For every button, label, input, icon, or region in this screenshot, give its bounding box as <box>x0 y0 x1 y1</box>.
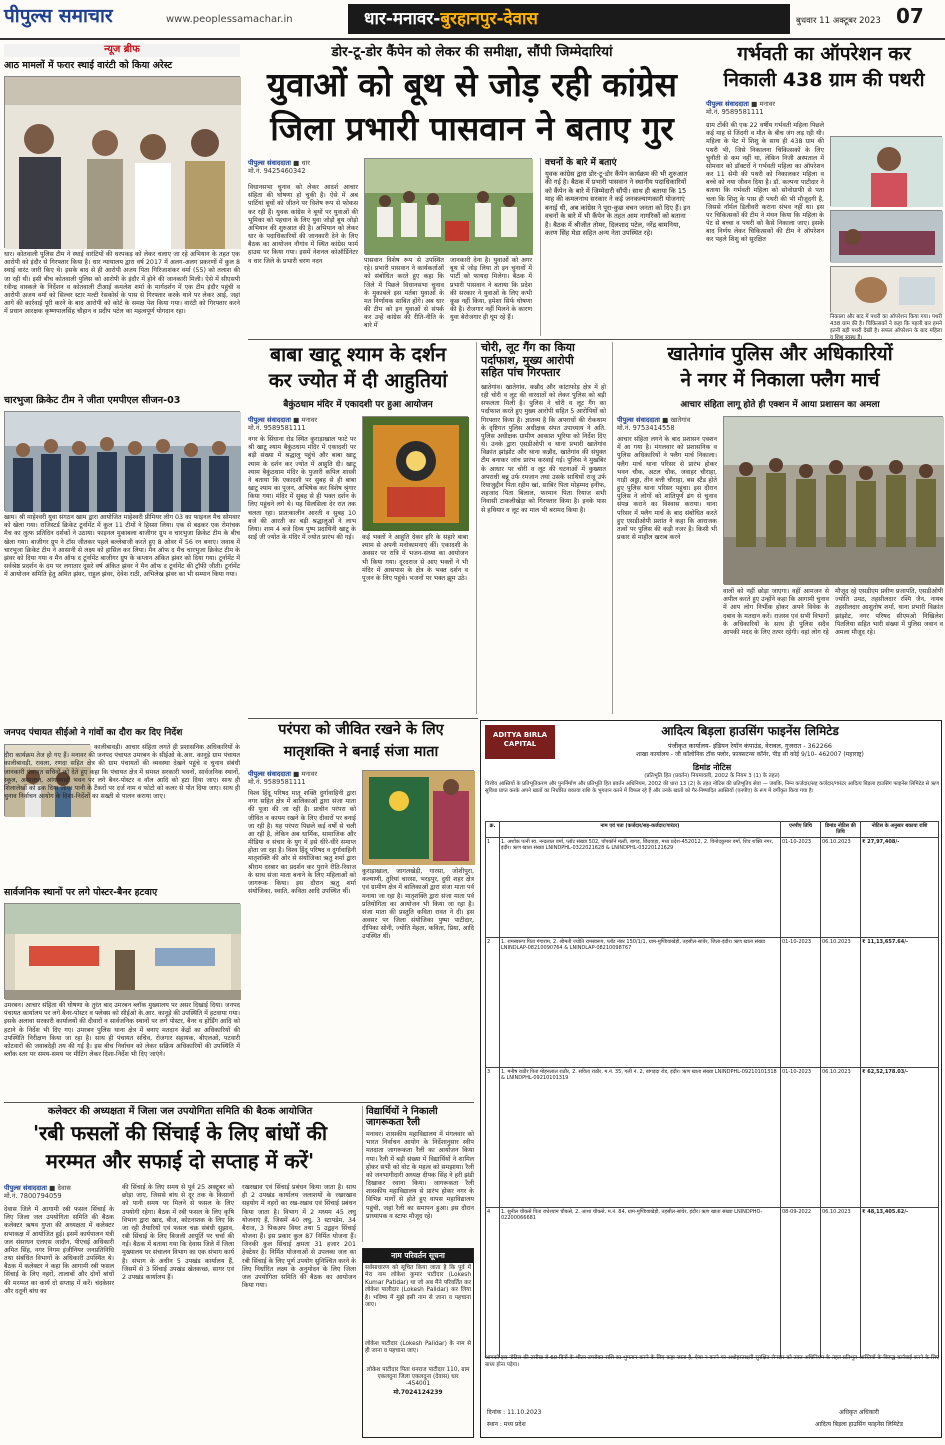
parampara-byline-tag: पीपुल्स संवाददाता <box>248 770 292 778</box>
lead-byline-tag: पीपुल्स संवाददाता <box>248 159 292 167</box>
brief-1-photo <box>4 76 240 248</box>
cricket-team-photo-icon <box>5 412 241 512</box>
region-banner <box>348 4 790 34</box>
brief-2-text: खाम। श्री माहेश्वरी युवा संगठन खाम द्वारा आयोजित माहेश्वरी प्रीमियर लीग 03 का फाइनल मैच सोमवार को खेला गया। राजिस्टर्ड क्रिकेट टूर्नामेंट में कुल 11 टीमों ने हिस्सा लिया। एक से बढ़कर एक रोमांचक मैच का लुत्फ प्रतिदिन दर्शकों ने उठाया। फाइनल मुकाबला बाजीगर ग्रुप व चारभुजा क्रिकेट टीम के बीच खेला गया। बाजीगर ग्रुप ने टॉस जीतकर पहले बल्लेबाजी करते हुए 8 ओवर में 56 रन बनाए। जवाब में चारभुजा क्रिकेट टीम ने आसानी से लक्ष्य को हासिल कर लिया। मैन ऑफ द मैच चारभुजा क्रिकेट टीम के झंवर को दिया गया व मैन ऑफ द टूर्नामेंट बाजीगर ग्रुप के कप्तान अंकित झंवर को दिया गया। टूर्नामेंट में सर्वश्रेष्ठ प्रदर्शन के दम पर लगातार दूसरे वर्ष अंकित झंवर ने मैन ऑफ द टूर्नामेंट की ट्रॉफी जीती। टूर्नामेंट में आयोजन समिति हेतु अमित झंवर, राहुल झंवर, देवेश राठी, अभिलेख झंवर का भी सम्मान किया गया। <box>4 514 240 579</box>
ad-notice-title: डिमांड नोटिस <box>692 763 732 772</box>
ad-row-amount: ₹ 27,97,408/- <box>861 837 939 937</box>
ad-row-npa: 01-10-2023 <box>781 1067 821 1207</box>
brief-1-headline: आठ मामलों में फरार स्थाई वारंटी को किया अरेस्ट <box>4 60 173 71</box>
parampara-mobile: मो.नं. 9589581111 <box>248 778 306 787</box>
table-row <box>486 1207 939 1357</box>
students-headline-2: जागरूकता रैली <box>366 1117 421 1129</box>
lead-sidebar-head: वचनों के बारे में बताएं <box>545 158 617 168</box>
collector-byline: पीपुल्स संवाददाता ■ देवास मो.नं. 7800794059 <box>4 1184 114 1201</box>
flag-mobile: मो.नं. 9753414558 <box>617 424 675 433</box>
pregnant-byline-tag: पीपुल्स संवाददाता <box>706 100 750 108</box>
ad-th-name: नाम एवं पता (कर्जदार/सह-कर्जदार/गारंटर) <box>500 822 781 838</box>
loot-headline-3: सहित पांच गिरफ्तार <box>481 366 561 380</box>
name-change-sign-name: लोकेश पाटीदार (Lokesh Palidar) के नाम से ही जाना व पहचाना जाए। <box>365 1340 471 1355</box>
lead-mobile: मो.नं. 9425460342 <box>248 167 306 176</box>
police-group-photo-icon <box>5 77 241 249</box>
khatu-byline-place: मनावर <box>301 416 318 424</box>
collector-col-2: की सिंचाई के लिए समय से पूर्व 25 अक्टूबर को छोड़ा जाए, जिससे बांध से दूर तक के किसानों को पानी समय पर मिलने से फसल के लिए उपयोगी रहेगा। बैठक में रबी फसल के लिए कृषि विभाग द्वारा खाद, बीज, कोटनाशक के लिए कि जा रही तैयारियों एवं फसल चक्र संबंधी सुझाव, रबी सिंचाई के लिए बिजली आपूर्ति पर चर्चा की गई। बैठक में बताया गया कि देवास जिले में जिला मुख्यालय पर संचालन विभाग का एक संभाग कार्य है। संभाग के अधीन 5 उपखंड कार्यालय हैं, जिसमें से 3 सिंचाई उपखंड खेतकच्छ, सागर एवं 2 उपखंड कार्यालय हैं। <box>122 1184 234 1281</box>
ad-row-notice: 06.10.2023 <box>821 1067 861 1207</box>
ad-reg-office: पंजीकृत कार्यालय- इंडियन रेयॉन कंपाउंड, वेरावल, गुजरात - 362266 <box>668 742 832 750</box>
legal-ad <box>480 720 942 1438</box>
parampara-headline-2: मातृशक्ति ने बनाई संजा माता <box>283 744 439 760</box>
lead-sidebar-text: युवक कांग्रेस द्वारा डोर-टू-डोर कैंपेन कार्यक्रम की भी शुरुआत की गई है। बैठक में प्रभारी पासवान ने स्थानीय पदाधिकारियों को कैंपेन के बारे में जिम्मेदारी सौंपी। साथ ही बताया कि 15 माह की कमलनाथ सरकार ने कई जनकल्याणकारी योजनाएं बनाई थी, अब कांग्रेस ने पूरा-कुछ वचन जनता को दिए हैं। इन वचनों के बारे में भी कैंपेन के तहत आम नागरिकों को बताना है। बैठक में श्रीजीत तोमर, दिलशाद पटेल, नरेंद्र बामनिया, करण सिंह मेडा सहित अन्य नेता उपस्थित रहे। <box>545 169 691 238</box>
brief-1-text: धार। कोतवाली पुलिस टीम ने स्थाई वारंटियों की धरपकड़ को लेकर चलाए जा रहे अभियान के तहत एक आरोपी को इंदौर से गिरफ्तार किया है। धार न्यायालय द्वारा वर्ष 2017 में अलग-अलग प्रकरणों में कुल 8 स्थाई वारंट जारी किए थे। इसके बाद से ही आरोपी अजय पिता गिरिजाशंकर वर्मा (55) को तलाश की जा रही थी। इसी बीच कोतवाली पुलिस को आरोपी के इंदौर में होने की जानकारी मिली। ऐसे में सीएसपी रवीन्द्र वास्कले के निर्देशन व कोतवाली टीआई कमलेश शर्मा के मार्गदर्शन में एक टीम इंदौर पहुंची व आरोपी अजय वर्मा को सिल्वर स्टार मल्टी रेसकोर्स के पास से गिरफ्तार करके थाने पर लेकर आई, जहां आगे की कार्रवाई पूरी करने के बाद आरोपी को कोर्ट के समक्ष पेश किया गया। वारंटी को गिरफ्तार करने में प्रधान आरक्षक कृष्णपालसिंह चौहान व प्रदीप पटेल का महत्वपूर्ण योगदान रहा। <box>4 251 240 316</box>
loot-text: खातेगांव। खातेगांव, कन्नौद और कांटाफोड़ क्षेत्र में हो रही चोरी व लूट की वारदातों को लेकर पुलिस को बड़ी सफलता मिली है। पुलिस ने चोरी व लूट गैंग का पर्दाफाश करते हुए मुख्य आरोपी सहित 5 आरोपियों को गिरफ्तार किया है। ज्ञातव्य है कि अपराधों की रोकथाम के दृष्टिगत पुलिस अधीक्षक संपत उपाध्याय ने अति. पुलिस अधीक्षक ग्रामीण आकाश भूरिया को निर्देश दिए थे। उनके द्वारा एसडीओपी व थाना प्रभारी खातेगांव विक्रांत झांझोट और थाना कन्नौद, खातेगांव की संयुक्त टीम बनाकर जांच प्रारंभ करवाई गई। पुलिस ने मुखबिर के आधार पर चोरी व लूट की घटनाओं में कुख्यात अपराधी बन्नू उर्फ रमजान तथा उसके साथियों राजू उर्फ रियाजुद्दीन पिता रहीम खां, साबिर पिता मोहम्मद हनीफ, शहजाद पिता बिलाल, फरमान पिता रियाज सभी निवासी टाकलीखेड़ा को गिरफ्तार किया है। इनके पास से हथियार व लूट का माल भी बरामद किया है। <box>481 383 606 514</box>
ad-place: स्थान : मध्य प्रदेश <box>487 1421 526 1428</box>
brief-3-headline: जनपद पंचायत सीईओ ने गांवों का दौरा कर दिए निर्देश <box>4 728 183 738</box>
office-building-photo-icon <box>5 904 241 1000</box>
ad-row-amount: ₹ 62,52,178.03/- <box>861 1067 939 1207</box>
students-story <box>362 1106 474 1242</box>
khatu-photo <box>362 416 468 530</box>
ad-footer: आपको इस नोटिस की तारीख से 60 दिनों के भीतर उपरोक्त राशि का भुगतान करने के लिए कहा जाता है, ऐसा न करने पर अधोहस्ताक्षरी सुरक्षित लेनदार को उक्त अधिनियम के तहत प्रतिभूत आस्तियों के विरुद्ध कार्रवाई करने के लिए बाध्य होना पड़ेगा। <box>485 1355 939 1369</box>
flag-byline: पीपुल्स संवाददाता ■ खातेगांव मो.नं. 9753414558 <box>617 416 717 433</box>
name-change-text: सर्वसाधारण को सूचित किया जाता है कि पूर्व में मेरा नाम लोकेश कुमार पाटीदार (Lokesh Kumar Patidar) था जो अब मैंने परिवर्तित कर लोकेश पालीदार (Lokesh Palidar) कर लिया है। भविष्य में मुझे इसी नाम से जाना व पहचाना जाए। <box>365 1264 471 1309</box>
pregnant-photo-doctor <box>830 136 942 206</box>
collector-col-1: देवास जिले में आगामी रबी फसल सिंचाई के लिए जिला जल उपयोगिता समिति की बैठक कलेक्टर ऋषव गुप्ता की अध्यक्षता में कलेक्टर सभाकक्ष में आयोजित हुई। इसमें कार्यपालन यंत्री जल संसाधन एलएस जादौन, पीएचई अधिकारी अमित सिंह, नगर निगम इंजीनियर जनप्रतिनिधि तथा संबंधित विभागों के अधिकारी उपस्थित थे। बैठक में कलेक्टर ने कहा कि आगामी रबी फसल सिंचाई के लिए नहरों, तालाबों और दोनों बांधों की मरम्मत का कार्य दो सप्ताह में करें। चंदकेसर और दतूनी बांध का <box>4 1206 114 1295</box>
pregnant-headline-1: गर्भवती का ऑपरेशन कर <box>737 43 911 65</box>
lead-photo <box>364 158 532 254</box>
ad-branch-office: शाखा कार्यालय - जी कॉलोनिक टॉक फ्लोर, फ़ाक्सटन्स कॉर्नर, पीड़ सी कोई 9/10- 462007 (महाराष्ट्र) <box>636 751 864 758</box>
congress-meeting-photo-icon <box>365 159 533 255</box>
lead-headline-2: जिला प्रभारी पासवान ने बताए गुर <box>270 109 674 148</box>
khatu-headline-2: कर ज्योत में दी आहुतियां <box>268 369 448 392</box>
khatu-byline-tag: पीपुल्स संवाददाता <box>248 416 292 424</box>
ad-company: आदित्य बिड़ला हाउसिंग फाइनेंस लिमिटेड <box>661 724 839 738</box>
table-row <box>486 837 939 937</box>
ad-row-notice: 06.10.2023 <box>821 937 861 1067</box>
ad-table <box>485 821 939 1358</box>
collector-kicker: कलेक्टर की अध्यक्षता में जिला जल उपयोगिता समिति की बैठक आयोजित <box>47 1106 313 1117</box>
flag-photo <box>723 416 943 584</box>
name-change-address: लोकेश पाटीदार पिता धनराज पाटीदार 110, ग्राम एकलदुना जिला एकलदुना (देवास) धार -454001 <box>366 1366 470 1388</box>
pregnant-byline-place: मनावर <box>759 100 776 108</box>
ad-row-npa: 01-10-2023 <box>781 837 821 937</box>
loot-headline-2: पर्दाफाश, मुख्य आरोपी <box>481 353 574 367</box>
parampara-story <box>248 722 474 1042</box>
flag-col-1: आचार संहिता लगने के बाद प्रशासन एक्शन में आ गया है। मंगलवार को प्रशासनिक व पुलिस अधिकारियों ने फ्लैग मार्च निकाला। फ्लैग मार्च थाना परिसर से प्रारंभ होकर भवन चौक, अटल चौक, जवाहर चौराहा, गाड़ी अड्डा, तीन बत्ती चौराहा, बस स्टैंड होते हुए पुलिस थाना परिसर पहुंचा। इस दौरान पुलिस ने लोगों को शांतिपूर्ण ढंग से चुनाव संपन्न कराने का विश्वास कराया। थाना परिसर में फ्लैग मार्च के बाद संबोधित करते हुए एसडीओपी प्रशांत ने कहा कि आराजक तत्वों पर पुलिस की कड़ी नजर है। किसी भी प्रकार से माहौल खराब करने <box>617 436 717 542</box>
ad-row-no: 4 <box>486 1207 500 1357</box>
khatu-shyam-deity-icon <box>363 417 469 531</box>
khatu-sub: बैकुंठधाम मंदिर में एकादशी पर हुआ आयोजन <box>283 400 433 410</box>
brief-4-text: उमरबन। आचार संहिता की घोषणा के तुरंत बाद उमरबन ब्लॉक मुख्यालय पर असर दिखाई दिया। जनपद पंचायत कार्यालय पर लगे बैनर-पोस्टर व फ्लेक्स को सीईओ के.आर. कानूड़े की उपस्थिति में हटवाया गया। इसके अलावा सरकारी कार्यालयों की दीवारों व सार्वजनिक स्थानों पर लगे पोस्टर, बैनर व होर्डिंग आदि को हटाने के निर्देश भी दिए गए। उमरबन पुलिस थाना क्षेत्र में बनाए मतदान केंद्रों का अधिकारियों की उपस्थिति निरीक्षण किया जा रहा है। साथ ही पंचायत सचिव, रोजगार सहायक, बीएलओ, पटवारी कोटवारों की जवाबदेही तय की गई है। इस बीच निर्वाचन को लेकर सक्रिय अधिकारियों की उपस्थिति में ब्लॉक स्तर पर समय-समय पर मीटिंग लेकर दिशा-निर्देश भी दिए जाएंगे। <box>4 1002 240 1059</box>
region-plain: धार-मनावर- <box>364 9 441 29</box>
brief-4-photo <box>4 903 240 999</box>
collector-col-3: रखरखाव एवं सिंचाई प्रबंधन किया जाता है। साथ ही 2 उपखंड कार्यालय जलाशयों के रखरखाव सहयोग में नहरों का रख-रखाव एवं सिंचाई प्रबंधन किया जाता है। विभाग में 2 मध्यम 45 लघु योजनाएं हैं, जिसमें 40 लघु, 3 स्टापडेम, 34 बैराज, 3 पिकअप वियर तथा 5 उद्वहन सिंचाई योजना हैं। इस प्रकार कुल 87 निर्मित योजना हैं। जिनकी कुल सिंचाई क्षमता 31 हजार 201 हेक्टेयर है। निर्मित योजनाओं से उपलब्ध जल का रबी सिंचाई के लिए पूर्ण उपयोग सुनिश्चित करने के लिए निर्धारित लक्ष्य के अनुमोदन के लिए जिला जल उपयोगिता समिति की बैठक का आयोजन किया गया। <box>242 1184 356 1290</box>
ad-table-header <box>486 822 939 838</box>
divider-top <box>248 339 942 340</box>
khatu-mobile: मो.नं. 9589581111 <box>248 424 306 433</box>
khatu-story <box>248 342 468 542</box>
flag-sub: आचार संहिता लागू होते ही एक्शन में आया प्रशासन का अमला <box>680 400 880 410</box>
news-brief-label: न्यूज ब्रीफ <box>4 44 240 57</box>
pregnant-mobile: मो.नं. 9589581111 <box>706 108 764 117</box>
brief-2-photo <box>4 411 240 511</box>
ad-row-no: 3 <box>486 1067 500 1207</box>
flag-headline-1: खातेगांव पुलिस और अधिकारियों <box>667 343 893 365</box>
ad-logo <box>485 725 555 759</box>
khatu-col-1: नगर के सिंघाना रोड स्थित कुराड़ाखाल फाटे पर श्री खाटू श्याम बैकुंठधाम मंदिर में एकादशी पर बड़ी संख्या में श्रद्धालु पहुंचे और बाबा खाटू श्याम के दर्शन कर ज्योत में आहुति दी। खाटू श्याम बैकुंठधाम मंदिर के पुजारी कपिल शास्त्री ने बताया कि एकादशी पर सुबह से ही बाबा खाटू श्याम का पूजन, अभिषेक कर विशेष श्रृंगार किया गया। मंदिर में सुबह से ही भक्त दर्शन के लिए पहुंचने लगे थे। यह सिलसिला देर रात तक चलता रहा। प्रातःकालीन आरती व सुबह 10 बजे की आरती का बड़ी श्रद्धालुओं ने लाभ लिया। शाम 4 बजे दिव्य पुष्प प्रदायिनी खाटू के साईं जी ज्योत के मंदिर में ज्योत प्रारंभ की गई। <box>248 436 356 542</box>
page-number: 07 <box>896 4 924 28</box>
ad-signatory-role: अधिकृत अधिकारी <box>839 1409 879 1416</box>
ad-row-amount: ₹ 11,13,657.64/- <box>861 937 939 1067</box>
khatu-headline-1: बाबा खाटू श्याम के दर्शन <box>269 343 447 366</box>
ad-logo-line1: ADITYA BIRLA <box>492 731 548 739</box>
pregnant-text-2: निकाला और बाद में पथरी का ऑपरेशन किया गया। पथरी 438 ग्राम की है। चिकित्सकों ने कहा कि पहली बार हमने इतनी बड़ी पथरी देखी है। सफल ऑपरेशन के बाद महिला <box>830 314 942 335</box>
kidney-stone-photo-icon <box>831 267 943 313</box>
brief-4-headline: सार्वजनिक स्थानों पर लगे पोस्टर-बैनर हटवाए <box>4 887 158 898</box>
divider-mid <box>248 718 478 719</box>
table-row <box>486 1067 939 1207</box>
ad-row-name: 1. सुनील चौकसे पिता राधेश्याम चौकसे, 2. आशा चौकसे, म.नं. 84, ग्राम-मुण्डियाखेड़ी, तहसील-सांवेर, इंदौर। ऋण खाता संख्या LNINDPHO-02200066681 <box>500 1207 781 1357</box>
khatu-byline: पीपुल्स संवाददाता ■ मनावर मो.नं. 9589581111 <box>248 416 356 433</box>
flag-story <box>612 342 942 714</box>
collector-mobile: मो.नं. 7800794059 <box>4 1192 62 1201</box>
ad-notice-intro: वित्तीय आस्तियों के प्रतिभूतिकरण और पुनर्निर्माण और प्रतिभूति हित प्रवर्तन अधिनियम, 2002 की धारा 13 (2) के तहत नोटिस की प्रतिभूतिय सेवा — जबकि, निम्न कर्जदार/सह कर्जदार/गारंटर आदित्य बिड़ला हाउसिंग फाइनेंस लिमिटेड से ऋण सुविधा प्राप्त करके अपने खातों का निर्धारित बकाया राशि के भुगतान करने में विफल रहे हैं और उनके खातों को गैर-निष्पादित आस्तियों (एनपीए) के रूप में वर्गीकृत किया गया है। <box>485 781 939 794</box>
flag-col-3: मौजूद रहे एसडीएम प्रवीण प्रजापति, एसडीओपी ज्योति उमठ, तहसीलदार रश्मि जैन, नायब तहसीलदार आशुतोष शर्मा, थाना प्रभारी विक्रांत झांझोट, नगर परिषद सीएमओ निखिलेश पितलिया सहित भारी संख्या में पुलिस जवान व अमला मौजूद रहे। <box>835 588 943 636</box>
region-accent: बुरहानपुर-देवास <box>440 9 538 29</box>
collector-story <box>4 1106 356 1442</box>
loot-headline-1: चोरी, लूट गैंग का किया <box>481 341 575 354</box>
collector-byline-place: देवास <box>57 1184 71 1192</box>
ad-th-amount: नोटिस के अनुसार बकाया राशि <box>861 822 939 838</box>
brief-2-headline: चारभुजा क्रिकेट टीम ने जीता एमपीएल सीजन-03 <box>4 395 181 406</box>
sanja-mata-artwork-icon <box>363 771 475 865</box>
ad-th-no: क्र. <box>486 822 500 838</box>
flag-headline-2: ने नगर में निकाला फ्लैग मार्च <box>680 369 880 391</box>
ad-row-name: 1. अशोक पत्नी स्व. नन्दलाल वर्मा, प्लॉट संख्या 502, पॉपकॉर्न मल्टी, बागड़, छिंदवाड़ा, मध्य प्रदेश-452012, 2. विनोदकुमार वर्मा, शिव शक्ति नगर, इंदौर। ऋण खाता संख्या LNINDPHL-0322021628 & LNINDPHL-03220121629 <box>500 837 781 937</box>
doctor-photo-icon <box>831 137 943 207</box>
lead-headline-1: युवाओं को बूथ से जोड़ रही कांग्रेस <box>267 65 677 104</box>
parampara-byline: पीपुल्स संवाददाता ■ मनावर मो.नं. 9589581111 <box>248 770 368 787</box>
pregnant-byline: पीपुल्स संवाददाता ■ मनावर मो.नं. 9589581111 <box>706 100 824 117</box>
collector-headline-1: 'रबी फसलों की सिंचाई के लिए बांधों की <box>32 1121 328 1145</box>
ad-date: दिनांक : 11.10.2023 <box>487 1409 542 1416</box>
flag-byline-place: खातेगांव <box>670 416 691 424</box>
dateline: बुधवार 11 अक्टूबर 2023 <box>796 16 881 26</box>
ad-row-npa: 01-10-2023 <box>781 937 821 1067</box>
lead-col-3: जानकारी देना है। युवाओं को अगर बूथ से जोड़ लिया तो इन चुनावों में पार्टी को फायदा मिलेगा। बैठक में प्रभारी पासवान ने बताया कि प्रदेश की सरकार ने युवाओं के लिए कभी कुछ नहीं किया, हमेशा सिर्फ घोषणा की है। रोजगार नहीं मिलने के कारण युवा बेरोजगार ही घूम रहे हैं। <box>450 257 532 322</box>
lead-kicker: डोर-टू-डोर कैंपेन को लेकर की समीक्षा, सौंपी जिम्मेदारियां <box>331 44 613 60</box>
ad-row-name: 1. रामस्वरूप पिता गंगाराम, 2. श्रीमती ज्योति रामस्वरूप, प्लॉट नंबर 150/1/1, ग्राम-मुण्डियाखेड़ी, तहसील-सांवेर, जिला-इंदौर। ऋण खाता संख्या LNINDLAP-08210090764 & LNINDLAP-08210098767 <box>500 937 781 1067</box>
lead-col-2: पासवान विशेष रूप से उपस्थित रहे। प्रभारी पासवान ने कार्यकर्ताओं को संबोधित करते हुए कहा कि जिले में पिछले विधानसभा चुनाव के मुकाबले इस मर्तबा युवाओं के मत निर्णायक साबित होंगे। अब धार की टीम को इन युवाओं से संपर्क कर उन्हें कांग्रेस की रीति-नीति के बारे में <box>364 257 444 330</box>
masthead <box>0 0 945 40</box>
ad-notice-sub: (प्रतिभूति हित (प्रवर्तन) नियमावली, 2002 के नियम 3 (1) के तहत) <box>644 773 780 779</box>
parampara-col-2: कुराड़ाखाल, जागलखेड़ी, गारसा, जोशीपुरा, कल्याणी, तुरियां चारसा, भरड़पुर, दुधी शहर क्षेत्र एवं ग्रामीण क्षेत्र में बालिकाओं द्वारा संजा माता पर्व मनाया जा रहा है। मातृशक्ति द्वारा संजा माता पर्व प्रतियोगिता का आयोजन भी किया जा रहा है। संजा माता की प्रस्तुति कविता रावत ने दी। इस अवसर पर जिला संयोजिका पुष्पा पाटीदार, दीपिका सोनी, ज्योति मेहता, कविता, प्रिया, आदि उपस्थित थीं। <box>362 868 474 941</box>
collector-byline-tag: पीपुल्स संवाददाता <box>4 1184 48 1192</box>
lead-story <box>248 44 696 336</box>
khatu-col-2: कई भक्तों ने आहुति देकर हरि के सहारे बाबा श्याम से अपनी मनोकामनाएं कीं। एकादशी के अवसर पर रात्रि में भजन-संध्या का आयोजन भी किया गया। दूरदराज से आए भक्तों ने भी मंदिर में आसपास के क्षेत्र के भक्त दर्शन व पूजन के लिए पहुंचे। भजनों पर भक्त झूम उठे। <box>362 534 468 582</box>
name-change-mobile: मो.7024124239 <box>393 1388 443 1396</box>
students-text: मनावर। शासकीय महाविद्यालय में मंगलवार को भारत निर्वाचन आयोग के निर्देशानुसार स्वीप मतदाता जागरूकता रैली का आयोजन किया गया। रैली में बड़ी संख्या में विद्यार्थियों ने शामिल होकर सभी को वोट के महत्व को समझाया। रैली को जनभागीदारी अध्यक्ष दीपक सिंह ने हरी झंडी दिखाकर रवाना किया। जागरूकता रैली शासकीय महाविद्यालय से प्रारंभ होकर नगर के विभिन्न मार्गों से होते हुए वापस महाविद्यालय पहुंची, जहां रैली का समापन हुआ। इस दौरान प्राध्यापक व स्टाफ मौजूद रहे। <box>366 1131 474 1220</box>
ad-row-amount: ₹ 48,13,405.62/- <box>861 1207 939 1357</box>
parampara-photo <box>362 770 474 864</box>
lead-col-1: विधानसभा चुनाव को लेकर आदर्श आचार संहिता की घोषणा हो चुकी है। ऐसे में अब पार्टियां बूथों को जीतने पर विशेष रूप से फोकस कर रही हैं। युवक कांग्रेस ने बूथों पर युवाओं की भूमिका को पहचान के लिए युवा जोड़ो बूथ जोड़ो अभियान की शुरुआत की है। अभियान को लेकर धार के पदाधिकारियों की जानकारी देने के लिए बैठक का आयोजन नौगांव में स्थित कांग्रेस फार्म हाउस पर किया गया। इसमें नेशनल कोऑर्डिनेटर व धार जिले के प्रभारी चरण नदन <box>248 184 358 265</box>
patient-photo-icon <box>831 211 943 263</box>
collector-headline-2: मरम्मत और सफाई दो सप्ताह में करें' <box>45 1149 315 1173</box>
lead-byline-place: धार <box>301 159 310 167</box>
ad-signatory: आदित्य बिड़ला हाउसिंग फाइनेंस लिमिटेड <box>814 1421 904 1428</box>
ad-th-notice: डिमांड नोटिस की तिथि <box>821 822 861 838</box>
ad-logo-line2: CAPITAL <box>503 739 537 748</box>
pregnant-photo-stone <box>830 266 942 312</box>
pregnant-headline-2: निकाली 438 ग्राम की पथरी <box>723 69 925 91</box>
ad-row-no: 1 <box>486 837 500 937</box>
loot-story <box>476 342 606 714</box>
news-brief-column <box>4 44 240 1099</box>
parampara-col-1: विश्व हिंदू परिषद मातृ शक्ति दुर्गावाहिनी द्वारा नगर सहित क्षेत्र में बालिकाओं द्वारा संजा माता की पूजा की जा रही है। प्राचीन परंपरा को जीवित व कायम रखने के लिए दीवारों पर बनाई जा रही है। यह परंपरा पिछले कई वर्षों से चली आ रही है, लेकिन अब धार्मिक, सामाजिक और मीडिया व संचार के युग में इसे धीरे-धीरे समाप्त होता जा रहा है। विश्व हिंदू परिषद व दुर्गावाहिनी मातृशक्ति की ओर से संयोजिका ऋतु शर्मा द्वारा श्रीराम दरबार का प्रदर्शन कर पुराने रीति-रिवाज के साथ संजा माता बनाने के लिए महिलाओं को जागरूक किया। इस दौरान ऋतु शर्मा संयोजिका, स्वाति, कविता आदि उपस्थित थीं। <box>248 790 356 896</box>
flag-byline-tag: पीपुल्स संवाददाता <box>617 416 661 424</box>
brand-logo: पीपुल्स समाचार <box>4 5 113 27</box>
pregnant-photo-patient <box>830 210 942 262</box>
ad-th-npa: एनपीए तिथि <box>781 822 821 838</box>
ad-row-name: 1. मनीष राठौर पिता मोहनलाल राठौर, 2. सविता राठौर, म.नं. 35, गली नं. 2, बांगड़दा रोड, इंदौर। ऋण खाता संख्या LNINDPHL-09210101318 & LNINDPHL-09210101319 <box>500 1067 781 1207</box>
ad-row-no: 2 <box>486 937 500 1067</box>
name-change-title: नाम परिवर्तन सूचना <box>363 1249 473 1263</box>
parampara-byline-place: मनावर <box>301 770 318 778</box>
brief-3-text: कालीबावड़ी। आचार संहिता लगते ही प्रशासनिक अधिकारियों के दौरा कार्यक्रम तेज हो गए हैं। मनावर की जनपद पंचायत उमरबन के सीईओ के.आर. कानूड़े ग्राम पंचायत कालीबावड़ी, रावला, रणदा सहित क्षेत्र की ग्राम पंचायतों की व्यवस्था देखने पहुंचे व चुनाव संबंधी जानकारी पंचायत सचिवों को देते हुए कहा कि पंचायत क्षेत्र में समस्त सरकारी भवनों, सार्वजनिक स्थानों, स्कूल, अस्पताल, आंगनवाड़ी भवन पर लगे बैनर-पोस्टर व वॉल आदि को हटा दिया जाए। साथ ही शिलालेखों को ढक दिया जाए। पानी के टैंकरों पर दर्ज नाम व फोटो को कलर से पोत दिया जाए। साथ ही चुनाव निर्वाचन आयोग के दिशा-निर्देशों का सख्ती से पालन कराया जाए। <box>4 744 240 801</box>
table-row <box>486 937 939 1067</box>
name-change-notice <box>362 1248 474 1438</box>
ad-row-notice: 06.10.2023 <box>821 837 861 937</box>
parampara-headline-1: परंपरा को जीवित रखने के लिए <box>278 722 444 738</box>
flag-col-2: वालों को नहीं छोड़ा जाएगा। वहीं आमजन से अपील करते हुए उन्होंने कहा कि आगामी चुनाव में आप लोग निर्भीक होकर अपने विवेक के दबाव के मतदान करें। राजस्व एवं सभी विभागों के अधिकारियों के साथ ही पुलिस सदैव आपकी मदद के लिए तत्पर रहेगी। वहां लोग रहे <box>723 588 829 636</box>
lead-sidebar <box>540 158 692 336</box>
khatu-col-1-cont <box>248 534 356 714</box>
ad-row-notice: 06.10.2023 <box>821 1207 861 1357</box>
students-headline-1: विद्यार्थियों ने निकाली <box>366 1106 438 1117</box>
police-flag-march-photo-icon <box>724 417 944 585</box>
pregnant-text: ग्राम टोंकी की एक 22 वर्षीय गर्भवती महिला पिछले कई माह से जिंदगी व मौत के बीच जंग लड़ रही थी। महिला के पेट में शिशु के साथ ही 438 ग्राम की पथरी भी, जिसे निकालना चिकित्सकों के लिए चुनौती से कम नहीं था, लेकिन निजी अस्पताल में सोमवार को डॉक्टरों ने गर्भवती महिला का ऑपरेशन कर 11 सेमी की पथरी को निकालकर महिला व बच्चे को नया जीवन दिया है। डॉ. कल्पना पाटीदार ने बताया कि गर्भवती महिला को सोनोग्राफी से पता चला कि शिशु के पास ही पथरी की भी मौजूदगी है, जिससे नॉर्मल डिलीवरी कराना संभव नहीं था। इस पर चिकित्सकों की टीम ने मंथन किया कि महिला के पेट से बच्चा व पथरी को कैसे निकाला जाए। इसके बाद निर्णय लेकर चिकित्सकों की टीम ने ऑपरेशन कर पहले शिशु को सुरक्षित <box>706 122 824 244</box>
divider-lower <box>4 1102 474 1103</box>
website-url[interactable]: www.peoplessamachar.in <box>166 14 293 25</box>
lead-byline: पीपुल्स संवाददाता ■ धार मो.नं. 9425460342 <box>248 159 358 176</box>
ad-row-npa: 08-09-2022 <box>781 1207 821 1357</box>
pregnant-story <box>706 44 942 336</box>
